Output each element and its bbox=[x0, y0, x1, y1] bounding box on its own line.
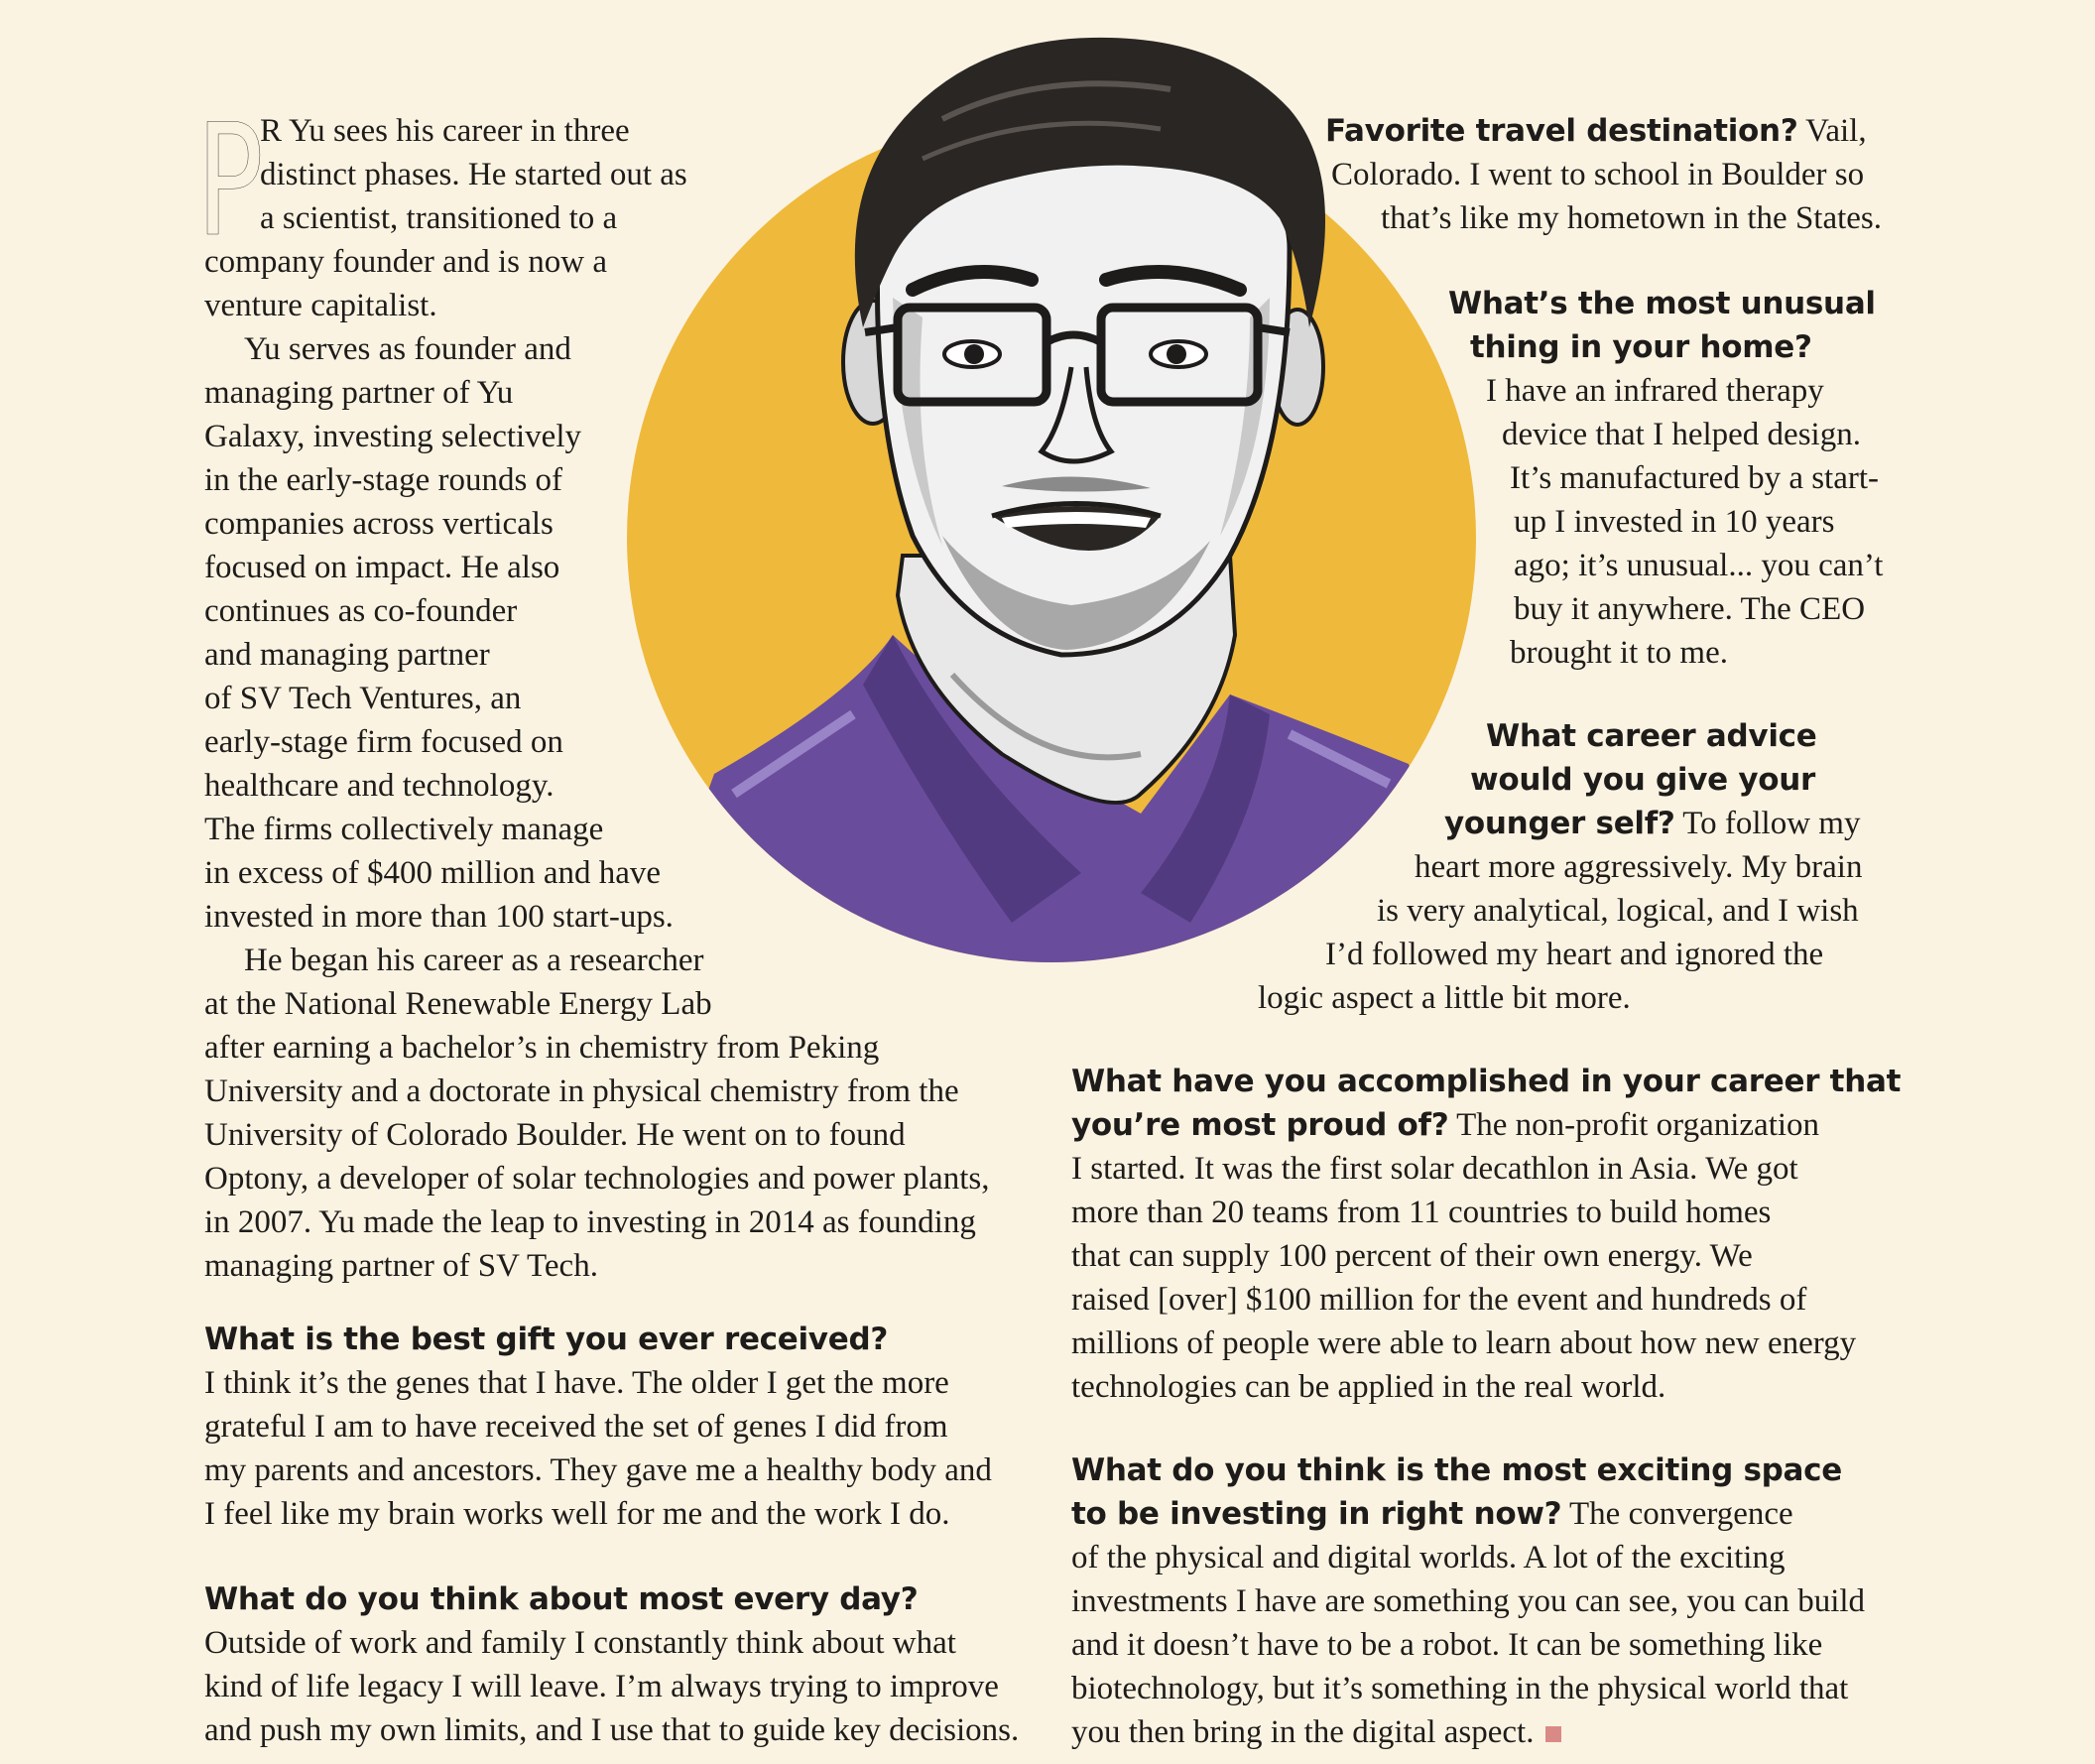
answer-line: that’s like my hometown in the States. bbox=[1381, 200, 1883, 236]
answer-line: and push my own limits, and I use that to guide key decisions. bbox=[204, 1712, 1020, 1748]
answer-line: heart more aggressively. My brain bbox=[1415, 849, 1863, 885]
intro-line: Galaxy, investing selectively bbox=[204, 419, 581, 454]
intro-line: Optony, a developer of solar technologies and power plants, bbox=[204, 1161, 990, 1197]
intro-line: invested in more than 100 start-ups. bbox=[204, 899, 674, 935]
intro-line: healthcare and technology. bbox=[204, 768, 555, 804]
answer-line: Outside of work and family I constantly think about what bbox=[204, 1625, 956, 1661]
question-heading: would you give your bbox=[1470, 762, 1815, 798]
intro-line: of SV Tech Ventures, an bbox=[204, 681, 522, 716]
qa-line bbox=[1325, 109, 1867, 153]
answer-text: To follow my bbox=[1674, 806, 1861, 841]
answer-line: device that I helped design. bbox=[1502, 417, 1861, 452]
answer-text: The convergence bbox=[1561, 1496, 1793, 1532]
answer-line: grateful I am to have received the set of genes I did from bbox=[204, 1409, 948, 1445]
answer-line: that can supply 100 percent of their own energy. We bbox=[1071, 1238, 1753, 1274]
answer-text: The non-profit organization bbox=[1448, 1107, 1820, 1143]
intro-line: The firms collectively manage bbox=[204, 812, 604, 847]
question-heading: What career advice bbox=[1486, 718, 1817, 754]
answer-line: Colorado. I went to school in Boulder so bbox=[1331, 157, 1865, 192]
intro-line: He began his career as a researcher bbox=[244, 943, 704, 978]
qa-line bbox=[1444, 802, 1860, 845]
answer-line: and it doesn’t have to be a robot. It can be something like bbox=[1071, 1627, 1823, 1663]
question-heading: you’re most proud of? bbox=[1071, 1107, 1449, 1143]
intro-line: company founder and is now a bbox=[204, 244, 607, 280]
answer-line: technologies can be applied in the real world. bbox=[1071, 1369, 1666, 1405]
answer-line: my parents and ancestors. They gave me a healthy body and bbox=[204, 1452, 992, 1488]
question-heading: to be investing in right now? bbox=[1071, 1496, 1562, 1532]
intro-line: managing partner of SV Tech. bbox=[204, 1248, 598, 1284]
answer-line bbox=[1071, 1710, 1561, 1754]
intro-line: a scientist, transitioned to a bbox=[260, 200, 618, 236]
answer-line: investments I have are something you can see, you can build bbox=[1071, 1583, 1866, 1619]
drop-cap: P bbox=[196, 90, 264, 271]
question-heading: What have you accomplished in your career that bbox=[1071, 1064, 1902, 1099]
answer-line: brought it to me. bbox=[1510, 635, 1728, 671]
question-heading: younger self? bbox=[1444, 806, 1675, 841]
answer-line: I feel like my brain works well for me and the work I do. bbox=[204, 1496, 950, 1532]
intro-line: managing partner of Yu bbox=[204, 375, 514, 411]
intro-line: at the National Renewable Energy Lab bbox=[204, 986, 712, 1022]
answer-line: millions of people were able to learn about how new energy bbox=[1071, 1325, 1857, 1361]
intro-line: Yu serves as founder and bbox=[244, 331, 571, 367]
answer-line: more than 20 teams from 11 countries to build homes bbox=[1071, 1195, 1772, 1230]
intro-line: continues as co-founder bbox=[204, 593, 518, 629]
answer-line: raised [over] $100 million for the event and hundreds of bbox=[1071, 1282, 1807, 1318]
intro-line: R Yu sees his career in three bbox=[260, 113, 630, 149]
intro-line: companies across verticals bbox=[204, 506, 554, 542]
answer-line: up I invested in 10 years bbox=[1514, 504, 1835, 540]
question-heading: What do you think about most every day? bbox=[204, 1581, 919, 1617]
intro-line: University of Colorado Boulder. He went on to found bbox=[204, 1117, 906, 1153]
end-square-icon bbox=[1545, 1726, 1561, 1742]
answer-line: buy it anywhere. The CEO bbox=[1514, 591, 1866, 627]
intro-line: focused on impact. He also bbox=[204, 550, 560, 585]
answer-line: It’s manufactured by a start- bbox=[1510, 460, 1880, 496]
intro-line: and managing partner bbox=[204, 637, 490, 673]
intro-line: in the early-stage rounds of bbox=[204, 462, 563, 498]
answer-line: I started. It was the first solar decathlon in Asia. We got bbox=[1071, 1151, 1798, 1187]
intro-line: in 2007. Yu made the leap to investing in 2014 as founding bbox=[204, 1204, 976, 1240]
answer-text: Vail, bbox=[1797, 113, 1867, 149]
intro-line: distinct phases. He started out as bbox=[260, 157, 687, 192]
qa-line bbox=[1071, 1492, 1793, 1536]
answer-line: I have an infrared therapy bbox=[1486, 373, 1824, 409]
answer-text: you then bring in the digital aspect. bbox=[1071, 1714, 1535, 1750]
intro-line: in excess of $400 million and have bbox=[204, 855, 662, 891]
question-heading: thing in your home? bbox=[1470, 329, 1812, 365]
answer-line: I’d followed my heart and ignored the bbox=[1325, 937, 1824, 972]
qa-line bbox=[1071, 1103, 1819, 1147]
answer-line: I think it’s the genes that I have. The older I get the more bbox=[204, 1365, 949, 1401]
answer-line: of the physical and digital worlds. A lot of the exciting bbox=[1071, 1540, 1786, 1575]
answer-line: kind of life legacy I will leave. I’m always trying to improve bbox=[204, 1669, 999, 1704]
answer-line: is very analytical, logical, and I wish bbox=[1377, 893, 1859, 929]
answer-line: logic aspect a little bit more. bbox=[1258, 980, 1631, 1016]
question-heading: What’s the most unusual bbox=[1448, 286, 1876, 321]
intro-line: venture capitalist. bbox=[204, 288, 437, 323]
intro-line: after earning a bachelor’s in chemistry from Peking bbox=[204, 1030, 880, 1066]
question-heading: What do you think is the most exciting space bbox=[1071, 1452, 1842, 1488]
intro-line: University and a doctorate in physical chemistry from the bbox=[204, 1073, 959, 1109]
answer-line: ago; it’s unusual... you can’t bbox=[1514, 548, 1884, 583]
answer-line: biotechnology, but it’s something in the physical world that bbox=[1071, 1671, 1849, 1706]
question-heading: What is the best gift you ever received? bbox=[204, 1322, 889, 1357]
intro-line: early-stage firm focused on bbox=[204, 724, 563, 760]
question-heading: Favorite travel destination? bbox=[1325, 113, 1798, 149]
